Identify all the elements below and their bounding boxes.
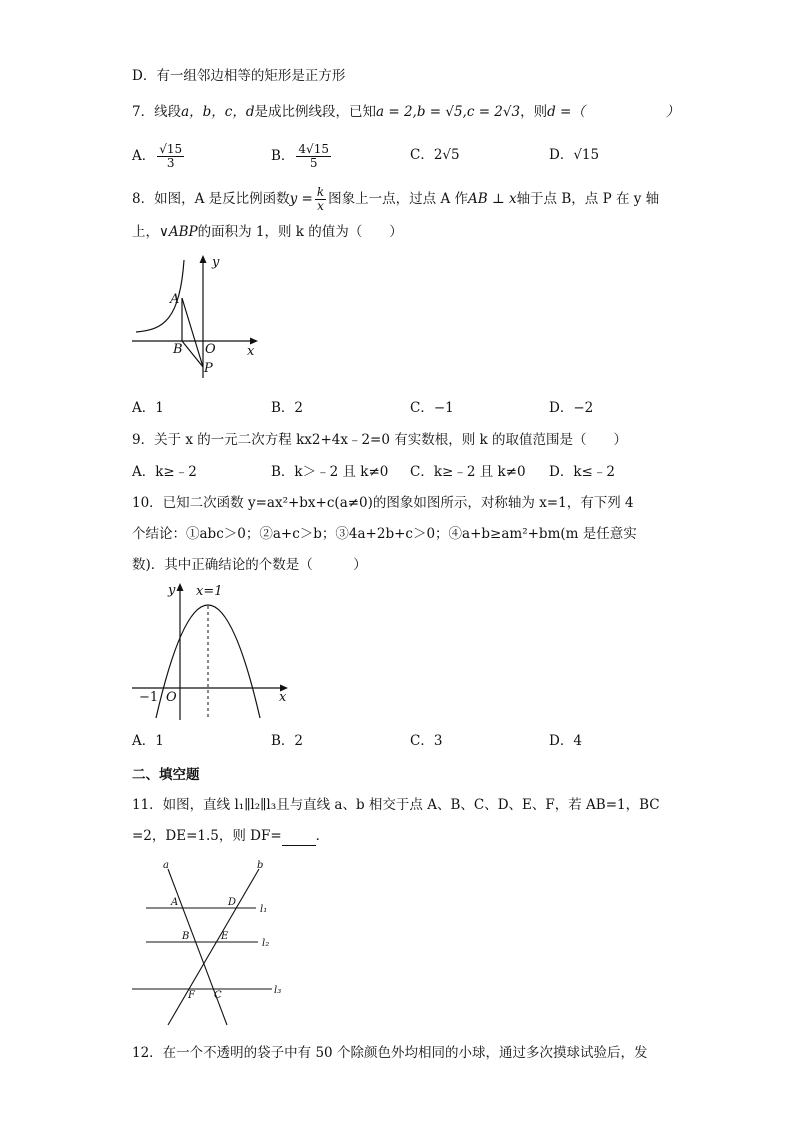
q7-option-a-den: 3 xyxy=(166,156,175,170)
q7-tail: ，则 xyxy=(520,104,548,120)
q10-label-o: O xyxy=(166,690,177,705)
question-7-stem xyxy=(132,102,679,122)
q11-label-D: D xyxy=(228,897,237,908)
q8-func-den: x xyxy=(317,199,324,213)
q11-label-b: b xyxy=(257,860,264,871)
q7-ask: d =（ ） xyxy=(547,104,680,120)
q7-option-a-label: A． xyxy=(132,148,156,164)
q8-line1-a: 8．如图，A 是反比例函数 xyxy=(132,191,290,207)
q7-option-d-label: D． xyxy=(549,147,574,163)
q8-figure xyxy=(128,250,268,385)
q8-y-arrow-icon xyxy=(200,255,207,263)
q8-line2-a: 上， xyxy=(132,224,159,240)
question-10-line1: 10．已知二次函数 y=ax²+bx+c(a≠0)的图象如图所示，对称轴为 x=1，有下列 4 xyxy=(132,495,634,511)
q7-option-c-text: 2√5 xyxy=(433,147,460,163)
q8-func-num: k xyxy=(316,185,325,199)
q11-answer-blank[interactable] xyxy=(282,831,316,846)
question-10-line3: 数)．其中正确结论的个数是（ ） xyxy=(132,557,367,573)
question-10-line2: 个结论：①abc＞0；②a+c＞b；③4a+2b+c＞0；④a+b≥am²+bm(m 是任意实 xyxy=(132,526,637,542)
q8-triangle: ∨ABP xyxy=(159,224,198,240)
q11-label-a: a xyxy=(163,860,169,871)
q7-option-c-label: C． xyxy=(410,147,434,163)
q10-label-minus1: −1 xyxy=(139,690,159,705)
q8-func-lhs: y = xyxy=(289,191,313,207)
q11-line2-a: =2，DE=1.5，则 DF= xyxy=(132,828,282,844)
q7-option-b-frac xyxy=(296,143,331,170)
q10-option-b: B．2 xyxy=(271,733,304,749)
q8-option-c: C．−1 xyxy=(410,400,454,416)
q11-figure xyxy=(128,855,293,1030)
q10-option-c: C．3 xyxy=(410,733,443,749)
q9-option-a: A．k≥﹣2 xyxy=(132,464,197,480)
q7-mid: 是成比例线段，已知 xyxy=(254,104,376,120)
q7-option-a-frac xyxy=(157,143,184,170)
q11-label-l2: l₂ xyxy=(262,938,270,949)
q8-func-frac xyxy=(315,186,326,213)
q11-label-l3: l₃ xyxy=(274,985,282,996)
q8-label-x: x xyxy=(247,344,255,359)
q7-option-b-den: 5 xyxy=(309,156,318,170)
q11-label-B: B xyxy=(182,931,190,942)
q8-label-p: P xyxy=(204,361,213,376)
q11-label-l1: l₁ xyxy=(260,904,268,915)
q7-vars: a，b，c，d xyxy=(181,104,255,120)
q9-option-b: B．k＞﹣2 且 k≠0 xyxy=(271,464,389,480)
q11-label-F: F xyxy=(188,990,195,1001)
q10-label-axis: x=1 xyxy=(196,584,223,599)
q11-line-b xyxy=(168,869,259,1025)
q8-line1-b: 图象上一点，过点 A 作 xyxy=(328,191,468,207)
question-12-line1: 12．在一个不透明的袋子中有 50 个除颜色外均相同的小球，通过多次摸球试验后，发 xyxy=(132,1045,648,1061)
q7-prefix: 7．线段 xyxy=(132,104,182,120)
q8-segment-bp xyxy=(182,341,203,367)
q9-option-c: C．k≥﹣2 且 k≠0 xyxy=(410,464,526,480)
question-9-stem: 9．关于 x 的一元二次方程 kx2+4x﹣2=0 有实数根，则 k 的取值范围是（ ） xyxy=(132,432,628,448)
q8-segment-ap xyxy=(182,298,203,367)
q8-option-d: D．−2 xyxy=(549,400,594,416)
q8-label-a: A xyxy=(170,292,180,307)
q7-option-c xyxy=(410,145,460,165)
question-8-line1 xyxy=(132,186,659,213)
q10-option-d: D．4 xyxy=(549,733,582,749)
q8-option-b: B．2 xyxy=(271,400,304,416)
q7-option-b xyxy=(271,143,333,170)
section-fill-in-heading: 二、填空题 xyxy=(132,767,200,783)
q7-option-d-text: √15 xyxy=(573,147,600,163)
q8-line2-b: 的面积为 1，则 k 的值为（ ） xyxy=(197,224,403,240)
q7-option-a xyxy=(132,143,186,170)
question-8-line2 xyxy=(132,222,403,242)
q11-label-A: A xyxy=(171,897,179,908)
q10-label-x: x xyxy=(279,690,287,705)
q9-option-d: D．k≤﹣2 xyxy=(549,464,615,480)
q8-label-b: B xyxy=(173,342,183,357)
q8-line1-c: 轴于点 B，点 P 在 y 轴 xyxy=(516,191,660,207)
q11-line2-b: ． xyxy=(315,828,330,844)
q7-given: a = 2,b = √5,c = 2√3 xyxy=(376,104,521,120)
q11-line-a xyxy=(168,869,227,1025)
q7-option-b-label: B． xyxy=(271,148,295,164)
q10-y-arrow-icon xyxy=(177,583,184,591)
q7-option-d xyxy=(549,145,599,165)
q11-label-E: E xyxy=(221,931,229,942)
q8-label-o: O xyxy=(205,342,216,357)
q10-label-y: y xyxy=(168,583,176,598)
q10-figure xyxy=(128,580,298,725)
q10-option-a: A．1 xyxy=(132,733,164,749)
question-11-line1: 11．如图，直线 l₁∥l₂∥l₃且与直线 a、b 相交于点 A、B、C、D、E、F，若 AB=1，BC xyxy=(132,797,660,813)
q8-perp: AB ⊥ x xyxy=(468,191,517,207)
q7-option-b-num: 4√15 xyxy=(298,142,329,156)
q11-label-C: C xyxy=(214,990,222,1001)
prev-option-d: D．有一组邻边相等的矩形是正方形 xyxy=(132,68,346,84)
q7-option-a-num: √15 xyxy=(159,142,183,156)
q8-label-y: y xyxy=(212,255,220,270)
question-11-line2 xyxy=(132,826,329,846)
q8-option-a: A．1 xyxy=(132,400,164,416)
